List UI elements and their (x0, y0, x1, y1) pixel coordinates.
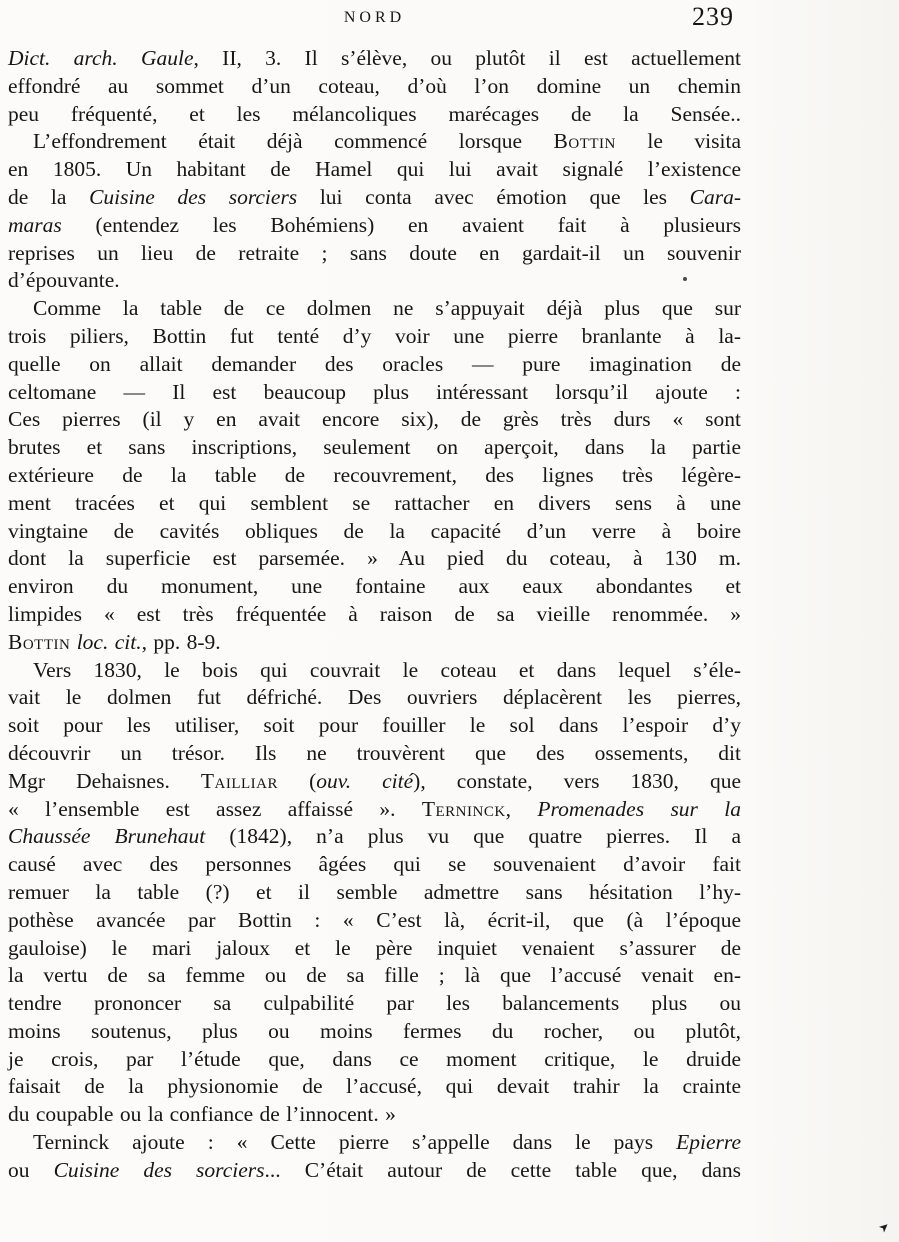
body-text: celtomane — Il est beaucoup plus intéressant lorsqu’il ajoute : (8, 379, 741, 404)
body-text: ( (278, 768, 317, 793)
body-text: Ces pierres (il y en avait encore six), de grès très durs « sont (8, 407, 741, 432)
text-line (8, 768, 741, 796)
text-line (8, 490, 741, 518)
text-line (8, 935, 741, 963)
body-text: ), constate, vers 1830, que (413, 768, 742, 793)
text-line (8, 379, 741, 407)
body-text: vingtaine de cavités obliques de la capacité d’un verre à boire (8, 518, 741, 543)
body-text: découvrir un trésor. Ils ne trouvèrent que des ossements, dit (8, 740, 741, 765)
text-line (8, 240, 741, 268)
text-line (8, 1129, 741, 1157)
body-text: pothèse avancée par Bottin : « C’est là, écrit-il, que (à l’époque (8, 907, 741, 932)
body-text: trois piliers, Bottin fut tenté d’y voir une pierre branlante à la- (8, 323, 741, 348)
body-text: lui conta avec émotion que les (297, 184, 690, 209)
body-text: (1842), n’a plus vu que quatre pierres. Il a (205, 824, 741, 849)
smallcaps-name: Bottin (553, 129, 616, 154)
text-line (8, 267, 741, 295)
body-text: remuer la table (?) et il semble admettre sans hésitation l’hy- (8, 879, 741, 904)
body-text: je crois, par l’étude que, dans ce moment critique, le druide (8, 1046, 741, 1071)
body-text: ou (8, 1157, 54, 1182)
body-text: environ du monument, une fontaine aux eaux abondantes et (8, 574, 741, 599)
text-line (8, 907, 741, 935)
text-line (8, 184, 741, 212)
text-line (8, 212, 741, 240)
italic-text: ouv. cité (316, 768, 414, 793)
scan-speck (683, 277, 687, 281)
body-text: peu fréquenté, et les mélancoliques marécages de la Sensée.. (8, 101, 741, 126)
text-line (8, 73, 741, 101)
text-line (8, 823, 741, 851)
body-text: d’épouvante. (8, 268, 120, 293)
italic-text: Epierre (676, 1130, 741, 1155)
body-text: vait le dolmen fut défriché. Des ouvriers déplacèrent les pierres, (8, 685, 741, 710)
text-line (8, 1018, 741, 1046)
text-line (8, 156, 741, 184)
body-text: ment tracées et qui semblent se rattacher en divers sens à une (8, 490, 741, 515)
text-line (8, 1157, 741, 1185)
body-text: effondré au sommet d’un coteau, d’où l’on domine un chemin (8, 73, 741, 98)
body-text: tendre prononcer sa culpabilité par les balancements plus ou (8, 991, 741, 1016)
body-text: Comme la table de ce dolmen ne s’appuyait déjà plus que sur (33, 296, 741, 321)
body-text: en 1805. Un habitant de Hamel qui lui avait signalé l’existence (8, 157, 741, 182)
body-text: de la (8, 184, 90, 209)
text-line (8, 128, 741, 156)
text-line (8, 434, 741, 462)
text-line (8, 990, 741, 1018)
body-text: le visita (615, 129, 741, 154)
running-title: NORD (343, 9, 406, 26)
body-text: moins soutenus, plus ou moins fermes du rocher, ou plutôt, (8, 1018, 741, 1043)
page-number: 239 (692, 2, 734, 31)
italic-text: Promenades sur la (537, 796, 742, 821)
text-line (8, 796, 741, 824)
body-text: « l’ensemble est assez affaissé ». (8, 796, 422, 821)
text-line (8, 45, 741, 73)
body-text: , pp. 8-9. (141, 629, 221, 654)
text-line (8, 295, 741, 323)
italic-text: Cara- (689, 184, 741, 209)
text-line (8, 351, 741, 379)
italic-text: Dict. arch. Gaule (8, 46, 194, 70)
body-text: ... C’était autour de cette table que, dans (264, 1157, 741, 1182)
text-line (8, 573, 741, 601)
text-line (8, 629, 741, 657)
body-text: dont la superficie est parsemée. » Au pied du coteau, à 130 m. (8, 546, 741, 571)
text-line (8, 406, 741, 434)
text-line (8, 684, 741, 712)
italic-text: maras (8, 212, 62, 237)
text-line (8, 657, 741, 685)
smallcaps-name: Bottin (8, 629, 71, 654)
body-text: (entendez les Bohémiens) en avaient fait à plusieurs (61, 212, 741, 237)
body-text: L’effondrement était déjà commencé lorsque (33, 129, 554, 154)
body-text: Mgr Dehaisnes. (8, 768, 201, 793)
body-text: faisait de la physionomie de l’accusé, qui devait trahir la crainte (8, 1074, 741, 1099)
text-line (8, 962, 741, 990)
text-line (8, 601, 741, 629)
body-text: Vers 1830, le bois qui couvrait le coteau et dans lequel s’éle- (33, 657, 741, 682)
smallcaps-name: Terninck (421, 796, 506, 821)
body-text: brutes et sans inscriptions, seulement on aperçoit, dans la partie (8, 435, 741, 460)
body-text: limpides « est très fréquentée à raison de sa vieille renommée. » (8, 601, 741, 626)
text-line (8, 1073, 741, 1101)
corner-ink-mark-icon: ➤ (875, 1218, 893, 1236)
body-text: causé avec des personnes âgées qui se souvenaient d’avoir fait (8, 852, 741, 877)
body-text: , II, 3. Il s’élève, ou plutôt il est actuellement (193, 46, 741, 70)
body-text: quelle on allait demander des oracles — pure imagination de (8, 351, 741, 376)
text-line (8, 1101, 741, 1129)
body-text: Terninck ajoute : « Cette pierre s’appelle dans le pays (33, 1130, 677, 1155)
smallcaps-name: Tailliar (200, 768, 279, 793)
body-text: soit pour les utiliser, soit pour fouiller le sol dans l’espoir d’y (8, 713, 741, 738)
text-line (8, 879, 741, 907)
text-line (8, 462, 741, 490)
text-line (8, 101, 741, 129)
text-line (8, 851, 741, 879)
italic-text: Cuisine des sorciers (89, 184, 298, 209)
text-line (8, 545, 741, 573)
text-block (8, 45, 741, 1185)
body-text: extérieure de la table de recouvrement, des lignes très légère- (8, 462, 741, 487)
italic-text: Chaussée Brunehaut (8, 824, 206, 849)
text-line (8, 1046, 741, 1074)
body-text: la vertu de sa femme ou de sa fille ; là que l’accusé venait en- (8, 963, 741, 988)
body-text: gauloise) le mari jaloux et le père inquiet venaient s’assurer de (8, 935, 741, 960)
text-line (8, 740, 741, 768)
body-text: reprises un lieu de retraite ; sans doute en gardait-il un souvenir (8, 240, 741, 265)
text-line (8, 323, 741, 351)
text-line (8, 712, 741, 740)
italic-text: loc. cit. (76, 629, 142, 654)
text-line (8, 518, 741, 546)
body-text: du coupable ou la confiance de l’innocent. » (8, 1102, 396, 1127)
italic-text: Cuisine des sorciers (53, 1157, 265, 1182)
body-text: , (505, 796, 538, 821)
